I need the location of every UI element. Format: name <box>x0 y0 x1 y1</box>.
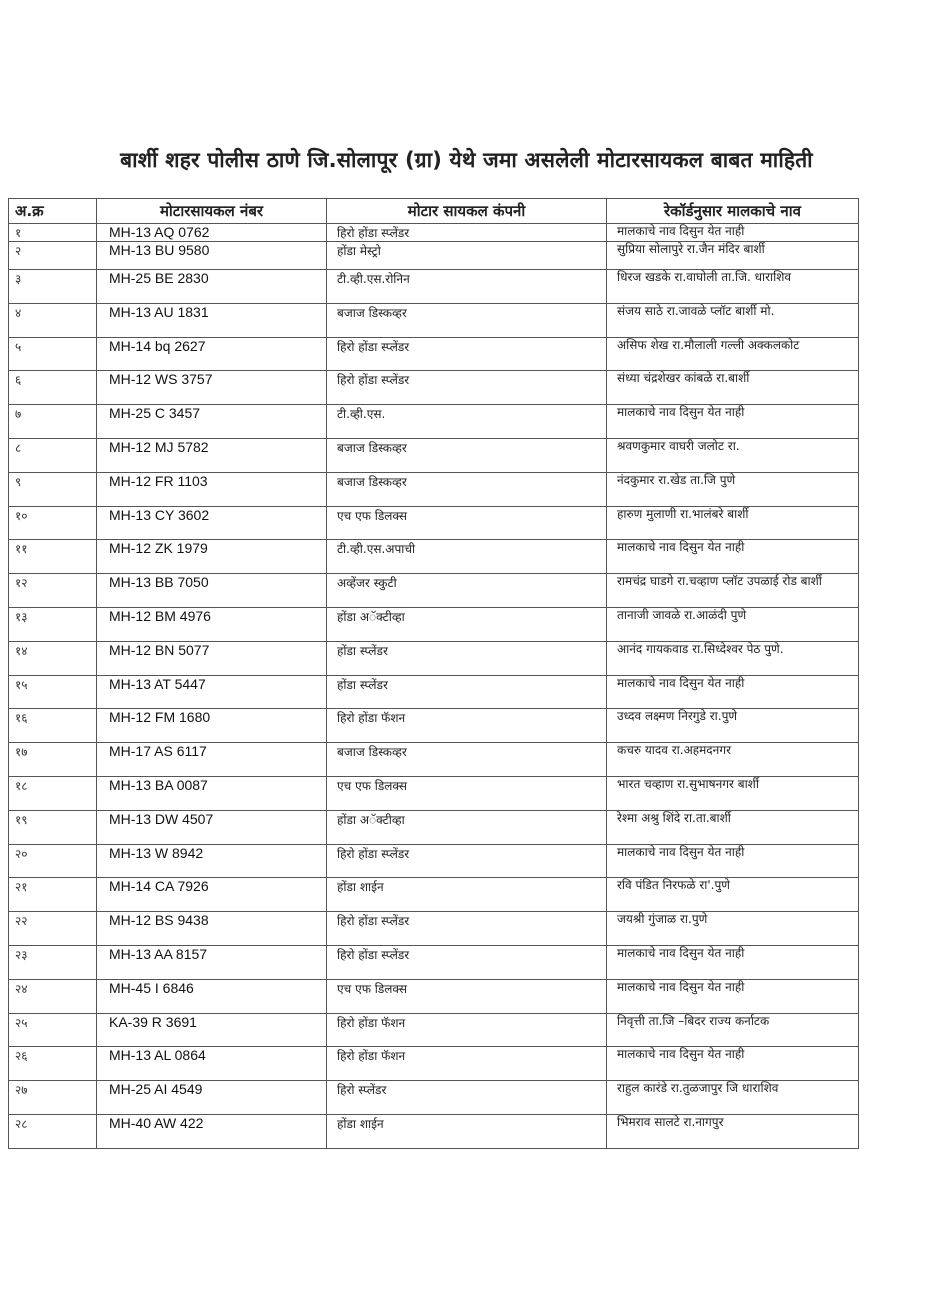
cell-motorcycle-number: MH-13 BB 7050 <box>97 574 327 608</box>
table-header-row <box>9 199 859 224</box>
cell-owner-name: धिरज खडके रा.वाघोली ता.जि. धाराशिव <box>607 270 859 304</box>
cell-company: एच एफ डिलक्स <box>327 979 607 1013</box>
cell-company: होंडा अॅक्टीव्हा <box>327 810 607 844</box>
cell-owner-name: श्रवणकुमार वाघरी जलोट रा. <box>607 438 859 472</box>
cell-sr: १९ <box>9 810 97 844</box>
cell-company: होंडा शाईन <box>327 1114 607 1148</box>
cell-owner-name: आनंद गायकवाड रा.सिध्देश्वर पेठ पुणे. <box>607 641 859 675</box>
cell-owner-name: नंदकुमार रा.खेड ता.जि पुणे <box>607 472 859 506</box>
cell-motorcycle-number: MH-12 FR 1103 <box>97 472 327 506</box>
cell-motorcycle-number: MH-12 MJ 5782 <box>97 438 327 472</box>
cell-company: होंडा स्प्लेंडर <box>327 675 607 709</box>
cell-motorcycle-number: MH-13 AL 0864 <box>97 1047 327 1081</box>
cell-company: होंडा शाईन <box>327 878 607 912</box>
cell-owner-name: भारत चव्हाण रा.सुभाषनगर बार्शी <box>607 776 859 810</box>
table-row <box>9 438 859 472</box>
cell-company: हिरो स्प्लेंडर <box>327 1081 607 1115</box>
cell-company: टी.व्ही.एस. <box>327 405 607 439</box>
table-row <box>9 979 859 1013</box>
cell-company: हिरो होंडा फॅशन <box>327 1013 607 1047</box>
cell-company: हिरो होंडा स्प्लेंडर <box>327 371 607 405</box>
cell-sr: २२ <box>9 912 97 946</box>
table-row <box>9 405 859 439</box>
cell-motorcycle-number: MH-12 BS 9438 <box>97 912 327 946</box>
cell-motorcycle-number: MH-13 W 8942 <box>97 844 327 878</box>
cell-company: होंडा अॅक्टीव्हा <box>327 607 607 641</box>
cell-company: हिरो होंडा फॅशन <box>327 709 607 743</box>
table-row <box>9 844 859 878</box>
cell-motorcycle-number: MH-12 BM 4976 <box>97 607 327 641</box>
cell-motorcycle-number: MH-14 bq 2627 <box>97 337 327 371</box>
cell-motorcycle-number: MH-13 AA 8157 <box>97 945 327 979</box>
cell-company: एच एफ डिलक्स <box>327 776 607 810</box>
cell-sr: १८ <box>9 776 97 810</box>
cell-motorcycle-number: MH-45 I 6846 <box>97 979 327 1013</box>
table-row <box>9 371 859 405</box>
table-row <box>9 810 859 844</box>
cell-owner-name: मालकाचे नाव दिसुन येत नाही <box>607 979 859 1013</box>
cell-owner-name: जयश्री गुंजाळ रा.पुणे <box>607 912 859 946</box>
column-header-company: मोटार सायकल कंपनी <box>327 199 607 224</box>
cell-motorcycle-number: MH-17 AS 6117 <box>97 743 327 777</box>
cell-motorcycle-number: MH-13 BU 9580 <box>97 242 327 270</box>
table-body <box>9 224 859 1149</box>
table-row <box>9 945 859 979</box>
cell-sr: २८ <box>9 1114 97 1148</box>
cell-owner-name: मालकाचे नाव दिसुन येत नाही <box>607 224 859 242</box>
cell-company: अव्हेंजर स्कुटी <box>327 574 607 608</box>
cell-motorcycle-number: MH-40 AW 422 <box>97 1114 327 1148</box>
cell-motorcycle-number: MH-12 WS 3757 <box>97 371 327 405</box>
table-row <box>9 506 859 540</box>
cell-company: टी.व्ही.एस.रोनिन <box>327 270 607 304</box>
cell-sr: १० <box>9 506 97 540</box>
cell-motorcycle-number: MH-13 AT 5447 <box>97 675 327 709</box>
table-row <box>9 574 859 608</box>
table-row <box>9 1114 859 1148</box>
cell-owner-name: संध्या चंद्रशेखर कांबळे रा.बार्शी <box>607 371 859 405</box>
cell-owner-name: मालकाचे नाव दिसुन येत नाही <box>607 844 859 878</box>
cell-motorcycle-number: MH-25 BE 2830 <box>97 270 327 304</box>
cell-company: हिरो होंडा फॅशन <box>327 1047 607 1081</box>
cell-sr: १३ <box>9 607 97 641</box>
cell-company: बजाज डिस्कव्हर <box>327 743 607 777</box>
cell-motorcycle-number: MH-12 ZK 1979 <box>97 540 327 574</box>
cell-owner-name: कचरु यादव रा.अहमदनगर <box>607 743 859 777</box>
cell-sr: ११ <box>9 540 97 574</box>
cell-company: होंडा स्प्लेंडर <box>327 641 607 675</box>
column-header-owner: रेकॉर्डनुसार मालकाचे नाव <box>607 199 859 224</box>
cell-motorcycle-number: MH-25 C 3457 <box>97 405 327 439</box>
cell-sr: २६ <box>9 1047 97 1081</box>
cell-company: होंडा मेस्ट्रो <box>327 242 607 270</box>
cell-motorcycle-number: MH-13 AU 1831 <box>97 303 327 337</box>
cell-owner-name: भिमराव सालटे रा.नागपुर <box>607 1114 859 1148</box>
cell-sr: २७ <box>9 1081 97 1115</box>
table-row <box>9 242 859 270</box>
cell-sr: २४ <box>9 979 97 1013</box>
cell-sr: २० <box>9 844 97 878</box>
column-header-number: मोटारसायकल नंबर <box>97 199 327 224</box>
cell-motorcycle-number: KA-39 R 3691 <box>97 1013 327 1047</box>
table-row <box>9 224 859 242</box>
table-row <box>9 675 859 709</box>
cell-sr: २५ <box>9 1013 97 1047</box>
cell-owner-name: निवृत्ती ता.जि –बिदर राज्य कर्नाटक <box>607 1013 859 1047</box>
cell-motorcycle-number: MH-12 FM 1680 <box>97 709 327 743</box>
cell-company: बजाज डिस्कव्हर <box>327 472 607 506</box>
table-row <box>9 1081 859 1115</box>
cell-company: टी.व्ही.एस.अपाची <box>327 540 607 574</box>
cell-owner-name: रामचंद्र घाडगे रा.चव्हाण प्लॉट उपळाई रोड बार्शी <box>607 574 859 608</box>
table-row <box>9 472 859 506</box>
cell-motorcycle-number: MH-12 BN 5077 <box>97 641 327 675</box>
cell-owner-name: मालकाचे नाव दिसुन येत नाही <box>607 945 859 979</box>
cell-owner-name: संजय साठे रा.जावळे प्लॉट बार्शी मो. <box>607 303 859 337</box>
cell-owner-name: मालकाचे नाव दिसुन येत नाही <box>607 1047 859 1081</box>
cell-owner-name: मालकाचे नाव दिसुन येत नाही <box>607 540 859 574</box>
cell-company: बजाज डिस्कव्हर <box>327 303 607 337</box>
table-row <box>9 1047 859 1081</box>
cell-sr: १ <box>9 224 97 242</box>
table-row <box>9 743 859 777</box>
cell-owner-name: राहुल कारंडे रा.तुळजापुर जि धाराशिव <box>607 1081 859 1115</box>
cell-sr: ४ <box>9 303 97 337</box>
cell-company: हिरो होंडा स्प्लेंडर <box>327 844 607 878</box>
cell-sr: १६ <box>9 709 97 743</box>
cell-motorcycle-number: MH-14 CA 7926 <box>97 878 327 912</box>
cell-company: हिरो होंडा स्प्लेंडर <box>327 912 607 946</box>
cell-sr: ८ <box>9 438 97 472</box>
table-row <box>9 1013 859 1047</box>
cell-motorcycle-number: MH-13 BA 0087 <box>97 776 327 810</box>
cell-owner-name: मालकाचे नाव दिसुन येत नाही <box>607 405 859 439</box>
cell-sr: १५ <box>9 675 97 709</box>
cell-company: हिरो होंडा स्प्लेंडर <box>327 337 607 371</box>
page-title: बार्शी शहर पोलीस ठाणे जि.सोलापूर (ग्रा) येथे जमा असलेली मोटारसायकल बाबत माहिती <box>120 148 813 172</box>
cell-sr: १७ <box>9 743 97 777</box>
cell-owner-name: सुप्रिया सोलापुरे रा.जैन मंदिर बार्शी <box>607 242 859 270</box>
cell-sr: १२ <box>9 574 97 608</box>
table-row <box>9 270 859 304</box>
cell-owner-name: रवि पंडित निरफळे रा'.पुणे <box>607 878 859 912</box>
cell-owner-name: असिफ शेख रा.मौलाली गल्ली अक्कलकोट <box>607 337 859 371</box>
cell-motorcycle-number: MH-13 AQ 0762 <box>97 224 327 242</box>
cell-sr: ६ <box>9 371 97 405</box>
cell-company: एच एफ डिलक्स <box>327 506 607 540</box>
cell-sr: ७ <box>9 405 97 439</box>
table-row <box>9 709 859 743</box>
cell-sr: २ <box>9 242 97 270</box>
column-header-sr: अ.क्र <box>9 199 97 224</box>
cell-owner-name: उध्दव लक्ष्मण निरगुडे रा.पुणे <box>607 709 859 743</box>
table-row <box>9 878 859 912</box>
cell-sr: ९ <box>9 472 97 506</box>
cell-company: हिरो होंडा स्प्लेंडर <box>327 224 607 242</box>
table-row <box>9 303 859 337</box>
cell-motorcycle-number: MH-13 DW 4507 <box>97 810 327 844</box>
table-row <box>9 776 859 810</box>
cell-company: हिरो होंडा स्प्लेंडर <box>327 945 607 979</box>
table-row <box>9 607 859 641</box>
motorcycle-table <box>8 198 859 1149</box>
table-row <box>9 540 859 574</box>
cell-owner-name: रेश्मा अश्रु शिंदे रा.ता.बार्शी <box>607 810 859 844</box>
table-row <box>9 337 859 371</box>
cell-motorcycle-number: MH-13 CY 3602 <box>97 506 327 540</box>
cell-company: बजाज डिस्कव्हर <box>327 438 607 472</box>
cell-sr: २३ <box>9 945 97 979</box>
cell-owner-name: हारुण मुलाणी रा.भालंबरे बार्शी <box>607 506 859 540</box>
table-row <box>9 912 859 946</box>
cell-motorcycle-number: MH-25 AI 4549 <box>97 1081 327 1115</box>
cell-owner-name: तानाजी जावळे रा.आळंदी पुणे <box>607 607 859 641</box>
cell-sr: २१ <box>9 878 97 912</box>
table-row <box>9 641 859 675</box>
cell-sr: १४ <box>9 641 97 675</box>
cell-sr: ३ <box>9 270 97 304</box>
cell-sr: ५ <box>9 337 97 371</box>
cell-owner-name: मालकाचे नाव दिसुन येत नाही <box>607 675 859 709</box>
